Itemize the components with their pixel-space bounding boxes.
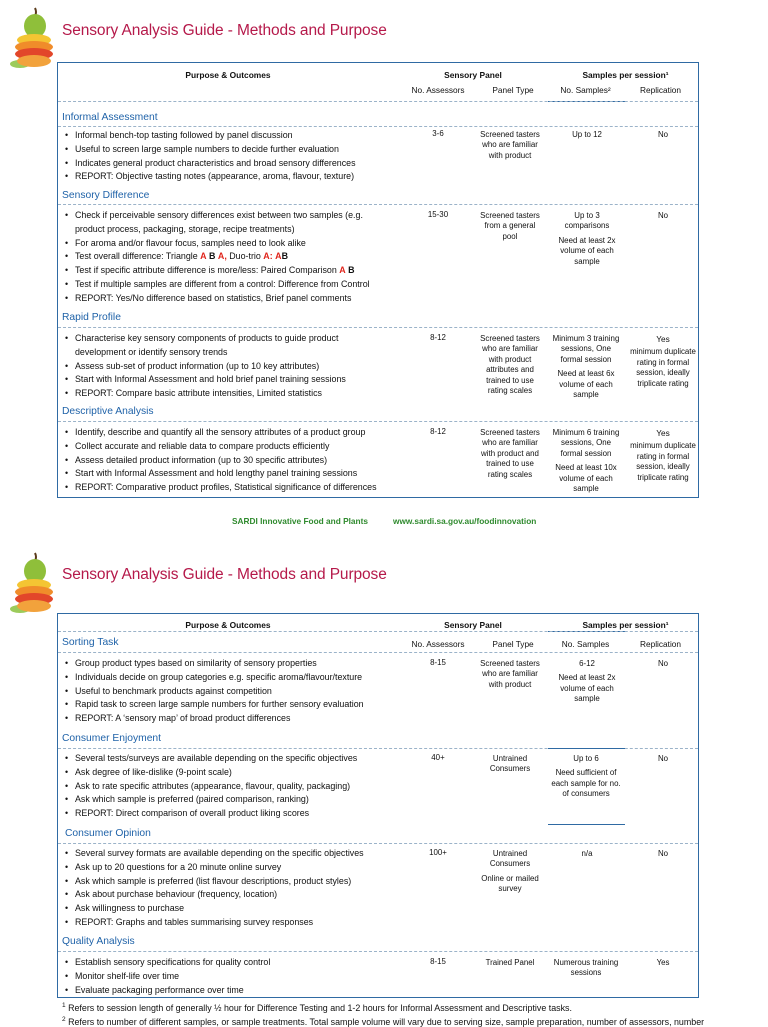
list-item: • Check if perceivable sensory differences exist between two samples (e.g. product process, packaging, storage, recipe treatments) bbox=[63, 209, 370, 237]
panel-type-value: Screened tasters who are familiar with product and trained to use rating scales bbox=[480, 428, 540, 479]
samples-value: Up to 12 bbox=[572, 130, 602, 139]
bullet-list-consumer-enjoyment bbox=[63, 752, 357, 821]
section-divider bbox=[58, 126, 698, 127]
list-item: • Ask which sample is preferred (list flavour descriptions, product styles) bbox=[63, 875, 364, 889]
list-item: • Identify, describe and quantify all the sensory attributes of a product group bbox=[63, 426, 377, 440]
replication-value: Yes minimum duplicate rating in formal session, ideally triplicate rating bbox=[630, 428, 696, 482]
header-no-samples: No. Samples bbox=[561, 639, 610, 649]
bullet-list-informal-assessment bbox=[63, 129, 356, 184]
header-samples-per-session: Samples per session¹ bbox=[582, 70, 669, 80]
header-purpose: Purpose & Outcomes bbox=[185, 620, 271, 630]
header-purpose: Purpose & Outcomes bbox=[185, 70, 271, 80]
header-replication: Replication bbox=[639, 85, 682, 95]
fruit-stack-logo bbox=[8, 4, 60, 72]
section-divider bbox=[58, 204, 698, 205]
list-item: • REPORT: Yes/No difference based on statistics, Brief panel comments bbox=[63, 292, 370, 306]
header-panel-type: Panel Type bbox=[492, 85, 534, 95]
header-samples-per-session: Samples per session¹ bbox=[582, 620, 669, 630]
header-panel-type: Panel Type bbox=[492, 639, 534, 649]
list-item: • Test if specific attribute difference is more/less: Paired Comparison A B bbox=[63, 264, 370, 278]
list-item: • Indicates general product characteristics and broad sensory differences bbox=[63, 157, 356, 171]
footer-url-link[interactable]: www.sardi.sa.gov.au/foodinnovation bbox=[393, 516, 537, 526]
section-title-sensory-difference: Sensory Difference bbox=[62, 190, 150, 201]
list-item: • REPORT: Compare basic attribute intensities, Limited statistics bbox=[63, 387, 346, 401]
section-divider bbox=[58, 101, 698, 102]
section-title-informal-assessment: Informal Assessment bbox=[62, 112, 158, 123]
samples-value: Up to 3 comparisons Need at least 2x volume of each sample bbox=[558, 211, 616, 266]
section-title-descriptive-analysis: Descriptive Analysis bbox=[62, 406, 154, 417]
samples-value: Minimum 3 training sessions, One formal session Need at least 6x volume of each sample bbox=[552, 334, 620, 400]
panel-type-value: Screened tasters from a general pool bbox=[480, 211, 540, 241]
list-item: • Useful to screen large sample numbers to decide further evaluation bbox=[63, 143, 356, 157]
list-item: • Test if multiple samples are different from a control: Difference from Control bbox=[63, 278, 370, 292]
list-item: • Ask up to 20 questions for a 20 minute online survey bbox=[63, 861, 364, 875]
section-divider bbox=[58, 631, 698, 632]
list-item: • Establish sensory specifications for quality control bbox=[63, 956, 270, 970]
column-underline bbox=[548, 748, 625, 749]
assessors-value: 8-15 bbox=[430, 658, 446, 667]
list-item: • For aroma and/or flavour focus, samples need to look alike bbox=[63, 237, 370, 251]
panel-type-value: Untrained Consumers Online or mailed survey bbox=[481, 849, 539, 894]
footer-org: SARDI Innovative Food and Plants bbox=[232, 516, 368, 526]
replication-value: No bbox=[657, 211, 669, 220]
list-item: • Assess detailed product information (up to 30 specific attributes) bbox=[63, 454, 377, 468]
list-item: • Ask to rate specific attributes (appearance, flavour, quality, packaging) bbox=[63, 780, 357, 794]
bullet-list-sensory-difference bbox=[63, 209, 370, 306]
bullet-list-descriptive-analysis bbox=[63, 426, 377, 495]
section-divider bbox=[58, 327, 698, 328]
panel-type-value: Screened tasters who are familiar with product bbox=[480, 659, 540, 689]
list-item: • Useful to benchmark products against competition bbox=[63, 685, 364, 699]
list-item: • REPORT: Direct comparison of overall product liking scores bbox=[63, 807, 357, 821]
list-item: • Ask about purchase behaviour (frequency, location) bbox=[63, 888, 364, 902]
list-item: • Group product types based on similarity of sensory properties bbox=[63, 657, 364, 671]
assessors-value: 15-30 bbox=[427, 210, 449, 219]
replication-value: Yes bbox=[656, 958, 670, 967]
page-title: Sensory Analysis Guide - Methods and Purpose bbox=[62, 566, 387, 583]
bullet-list-sorting-task bbox=[63, 657, 364, 726]
methods-table bbox=[57, 613, 699, 998]
list-item: • Ask which sample is preferred (paired comparison, ranking) bbox=[63, 793, 357, 807]
samples-value: n/a bbox=[581, 849, 593, 858]
list-item: • Ask willingness to purchase bbox=[63, 902, 364, 916]
list-item: • Evaluate packaging performance over time bbox=[63, 984, 270, 998]
list-item: • Start with Informal Assessment and hold lengthy panel training sessions bbox=[63, 467, 377, 481]
replication-value: No bbox=[657, 659, 669, 668]
fruit-stack-logo bbox=[8, 549, 60, 617]
list-item: • Assess sub-set of product information (up to 10 key attributes) bbox=[63, 360, 346, 374]
section-title-rapid-profile: Rapid Profile bbox=[62, 312, 121, 323]
list-item: • REPORT: Comparative product profiles, Statistical significance of differences bbox=[63, 481, 377, 495]
list-item: • Individuals decide on group categories e.g. specific aroma/flavour/texture bbox=[63, 671, 364, 685]
replication-value: No bbox=[657, 849, 669, 858]
header-no-samples: No. Samples² bbox=[560, 85, 611, 95]
panel-type-value: Trained Panel bbox=[485, 958, 535, 967]
list-item: • Rapid task to screen large sample numbers for further sensory evaluation bbox=[63, 698, 364, 712]
bullet-list-consumer-opinion bbox=[63, 847, 364, 930]
samples-value: Minimum 6 training sessions, One formal session Need at least 10x volume of each sample bbox=[552, 428, 620, 494]
list-item: • Several tests/surveys are available depending on the specific objectives bbox=[63, 752, 357, 766]
page-title: Sensory Analysis Guide - Methods and Purpose bbox=[62, 22, 387, 39]
samples-value: 6-12 Need at least 2x volume of each sample bbox=[558, 659, 616, 704]
replication-value: No bbox=[657, 754, 669, 763]
list-item: • Test overall difference: Triangle A B A, Duo-trio A: AB bbox=[63, 250, 370, 264]
section-title-quality-analysis: Quality Analysis bbox=[62, 936, 135, 947]
samples-value: Numerous training sessions bbox=[553, 958, 619, 978]
list-item: • REPORT: Objective tasting notes (appearance, aroma, flavour, texture) bbox=[63, 170, 356, 184]
header-sensory-panel: Sensory Panel bbox=[444, 620, 502, 630]
section-title-consumer-opinion: Consumer Opinion bbox=[65, 828, 151, 839]
panel-type-value: Screened tasters who are familiar with product bbox=[480, 130, 540, 160]
header-sensory-panel: Sensory Panel bbox=[444, 70, 502, 80]
header-replication: Replication bbox=[639, 639, 682, 649]
section-divider bbox=[58, 421, 698, 422]
column-underline bbox=[548, 824, 625, 825]
assessors-value: 40+ bbox=[431, 753, 445, 762]
assessors-value: 8-12 bbox=[430, 333, 446, 342]
bullet-list-quality-analysis bbox=[63, 956, 270, 997]
assessors-value: 8-12 bbox=[430, 427, 446, 436]
list-item: • Characterise key sensory components of products to guide product development or identify sensory trends bbox=[63, 332, 346, 360]
header-no-assessors: No. Assessors bbox=[411, 639, 465, 649]
bullet-list-rapid-profile bbox=[63, 332, 346, 401]
section-title-consumer-enjoyment: Consumer Enjoyment bbox=[62, 733, 162, 744]
list-item: • Several survey formats are available depending on the specific objectives bbox=[63, 847, 364, 861]
assessors-value: 8-15 bbox=[430, 957, 446, 966]
section-divider bbox=[58, 951, 698, 952]
list-item: • Informal bench-top tasting followed by panel discussion bbox=[63, 129, 356, 143]
list-item: • Collect accurate and reliable data to compare products efficiently bbox=[63, 440, 377, 454]
list-item: • REPORT: A ‘sensory map’ of broad product differences bbox=[63, 712, 364, 726]
replication-value: Yes minimum duplicate rating in formal session, ideally triplicate rating bbox=[630, 334, 696, 388]
list-item: • Start with Informal Assessment and hold brief panel training sessions bbox=[63, 373, 346, 387]
panel-type-value: Screened tasters who are familiar with product attributes and trained to use rating scales bbox=[480, 334, 540, 396]
list-item: • Ask degree of like-dislike (9-point scale) bbox=[63, 766, 357, 780]
section-divider bbox=[58, 843, 698, 844]
assessors-value: 3-6 bbox=[432, 129, 444, 138]
list-item: • REPORT: Graphs and tables summarising survey responses bbox=[63, 916, 364, 930]
header-no-assessors: No. Assessors bbox=[411, 85, 465, 95]
section-divider bbox=[58, 652, 698, 653]
methods-table bbox=[57, 62, 699, 498]
assessors-value: 100+ bbox=[429, 848, 447, 857]
replication-value: No bbox=[657, 130, 669, 139]
samples-value: Up to 6 Need sufficient of each sample for no. of consumers bbox=[551, 754, 621, 799]
footnote-1: $^1$ Refers to session length of generally ½ hour for Difference Testing and 1-2 hours for Informal Assessment and Descriptive tasks. bbox=[62, 1002, 572, 1013]
footnote-2: $^2$ Refers to number of different samples, or sample treatments. Total sample volume will vary due to serving size, sample preparation, number of assessors, number bbox=[62, 1016, 705, 1027]
panel-type-value: Untrained Consumers bbox=[489, 754, 531, 774]
section-title-sorting-task: Sorting Task bbox=[62, 637, 119, 648]
list-item: • Monitor shelf-life over time bbox=[63, 970, 270, 984]
